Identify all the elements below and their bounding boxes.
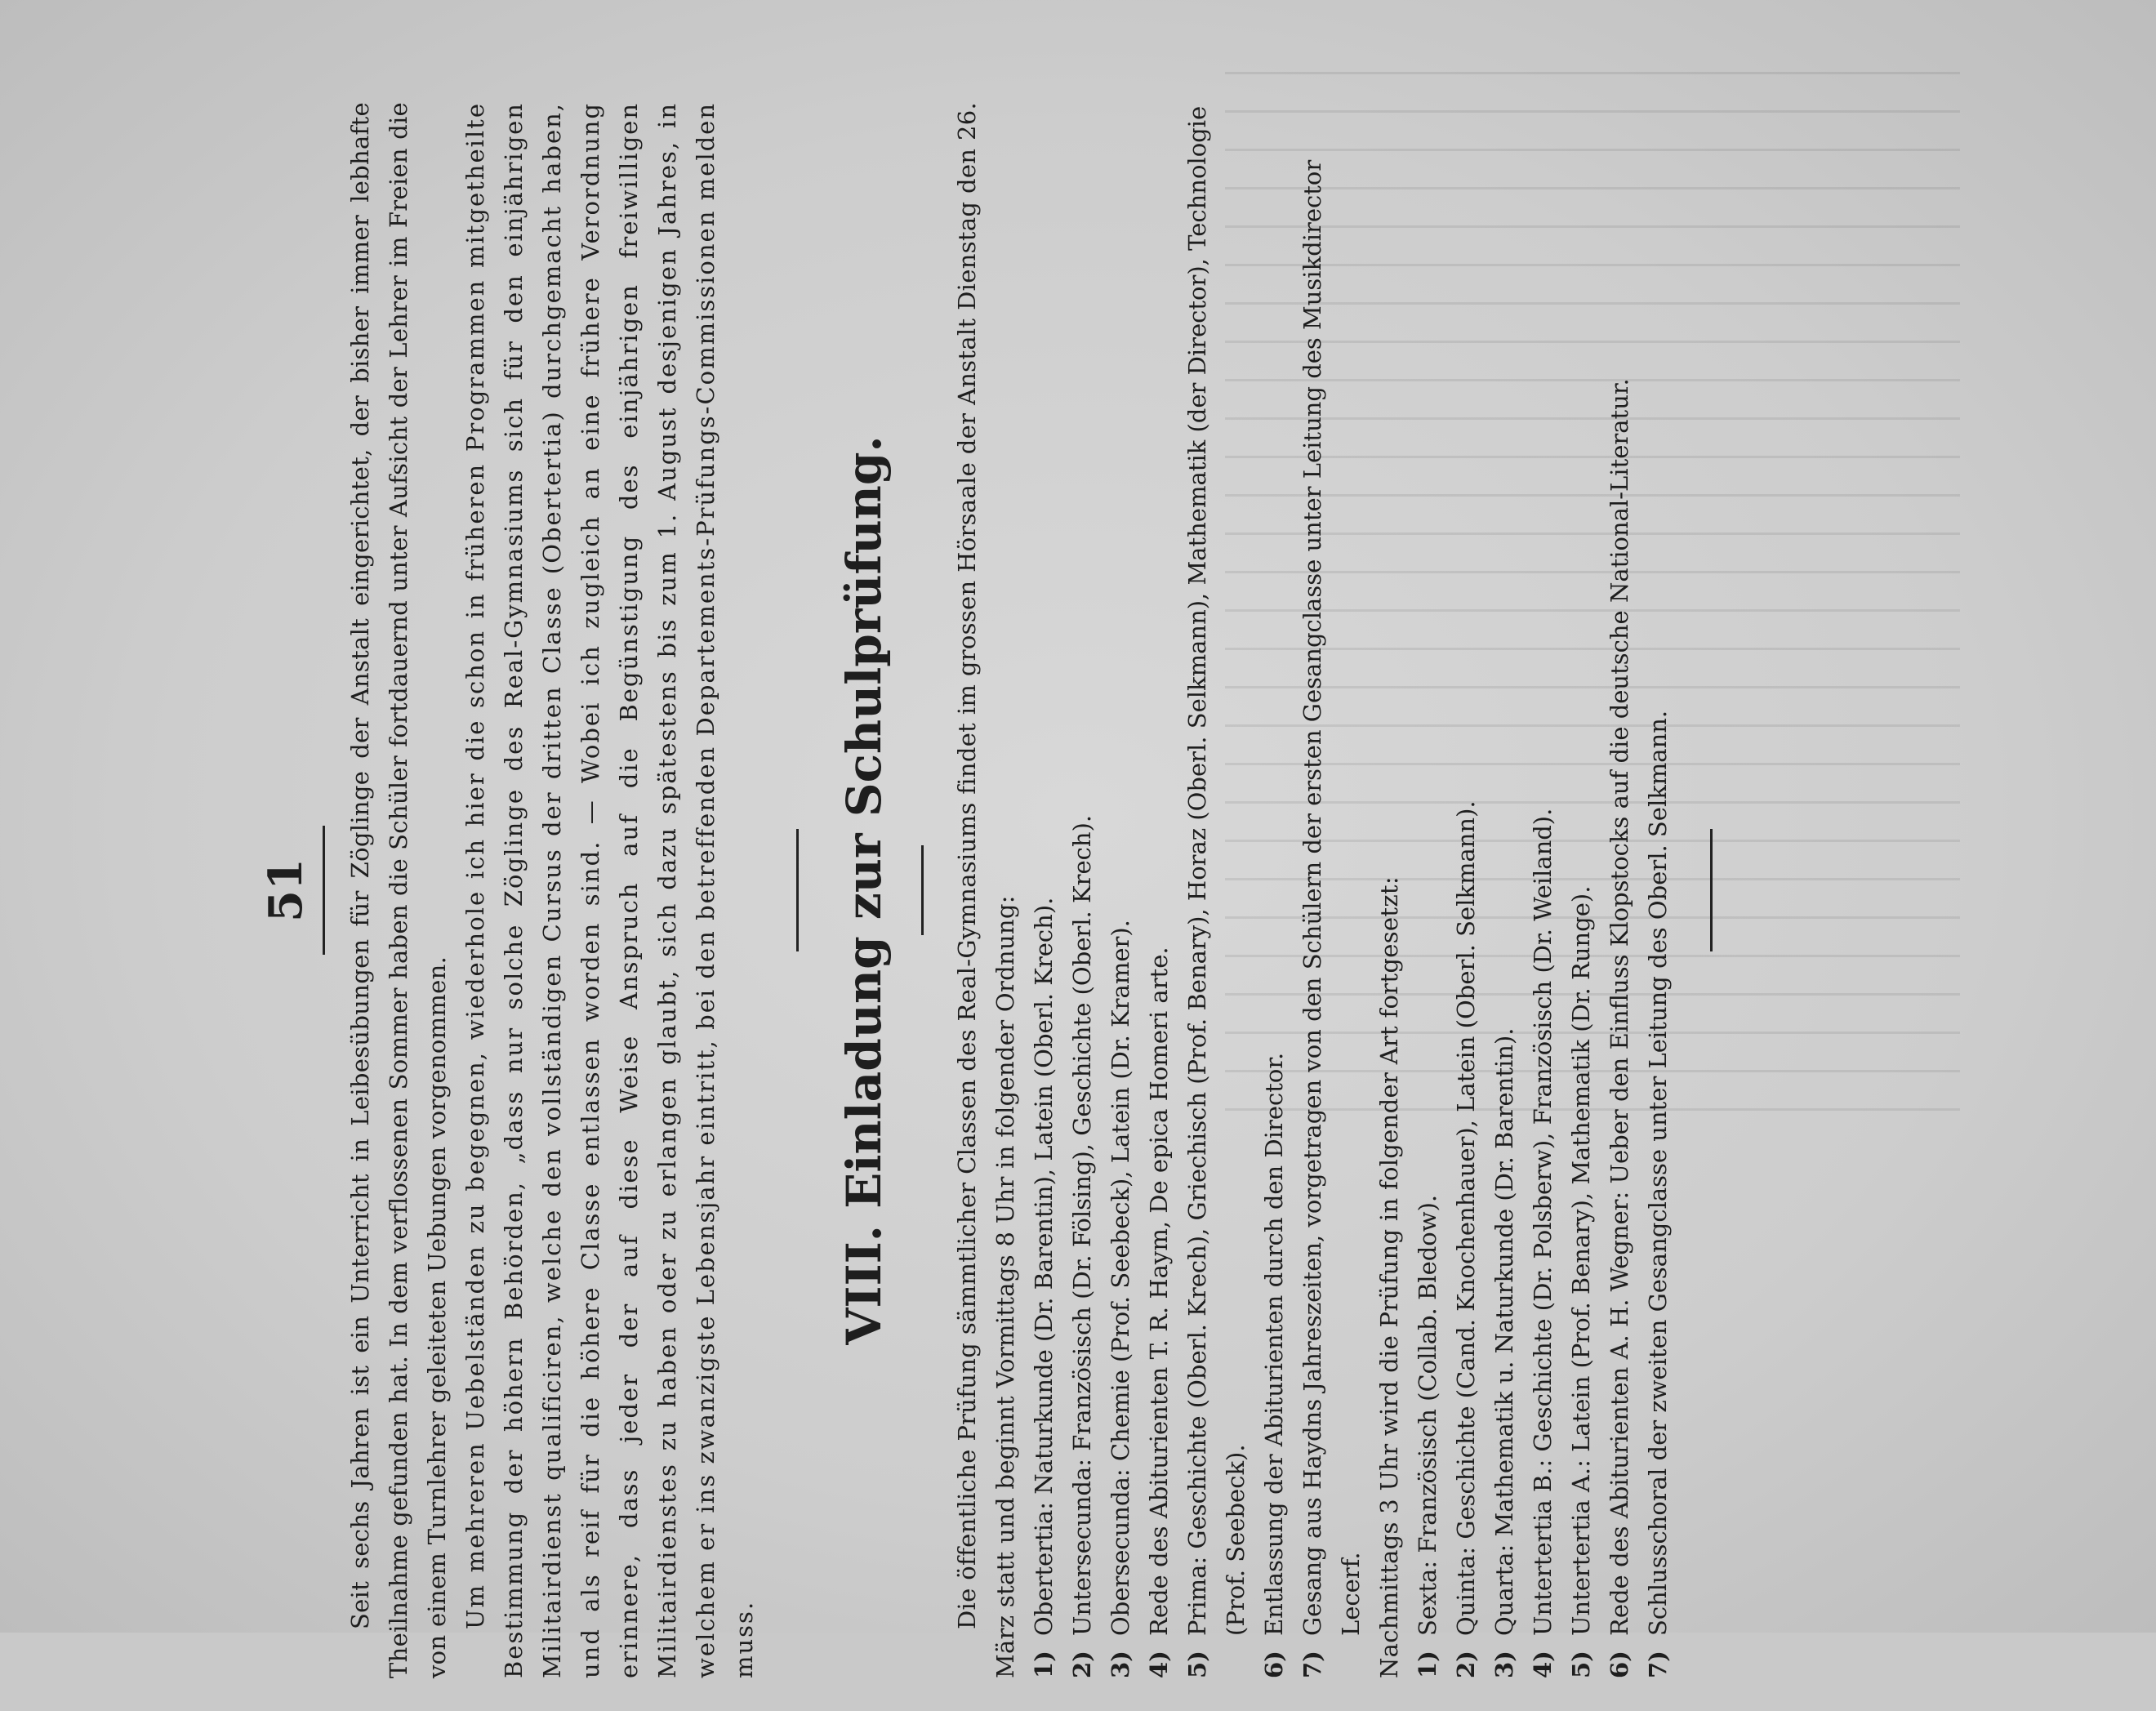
list-item: 1)Obertertia: Naturkunde (Dr. Barentin), Latein (Oberl. Krech).: [1030, 897, 1058, 1678]
list-item: 4)Rede des Abiturienten T. R. Haym, De epica Homeri arte.: [1145, 947, 1173, 1678]
paragraph-exam-announcement: Die öffentliche Prüfung sämmtlicher Classen des Real-Gymnasiums findet im grossen Hörsaale der Anstalt Dienstag den 26. März statt und beginnt Vormittags 8 Uhr in folgender Ordnung:: [953, 102, 1019, 1678]
rotated-text-block: [249, 69, 1997, 1711]
end-divider: [1710, 829, 1713, 951]
list-item: 2)Quinta: Geschichte (Cand. Knochenhauer), Latein (Oberl. Selkmann).: [1452, 800, 1480, 1678]
page-content: [249, 69, 1713, 1711]
list-item: 7)Gesang aus Haydns Jahreszeiten, vorgetragen von den Schülern der ersten Gesangclasse unter Leitung des Musikdirector Lecerf.: [1298, 159, 1365, 1678]
afternoon-schedule: [1409, 102, 1677, 1678]
list-item: 2)Untersecunda: Französisch (Dr. Fölsing), Geschichte (Oberl. Krech).: [1068, 814, 1096, 1678]
section-divider: [796, 829, 799, 951]
list-item: 5)Untertertia A.: Latein (Prof. Benary), Mathematik (Dr. Runge).: [1567, 885, 1595, 1678]
morning-schedule: [1025, 102, 1370, 1678]
paragraph-military-service: Um mehreren Uebelständen zu begegnen, wiederhole ich hier die schon in früheren Programmen mitgetheilte Bestimmung der höhern Behörden, „dass nur solche Zöglinge des Real-Gymnasiums sich für den einjährigen Militairdienst qualificiren, welche den vollständigen Cursus der dritten Classe (Obertertia) durchgemacht haben, und als reif für die höhere Classe entlassen worden sind. — Wobei ich zugleich an eine frühere Verordnung erinnere, dass jeder der auf diese Weise Anspruch auf die Begünstigung des einjährigen freiwilligen Militairdienstes zu haben oder zu erlangen glaubt, sich dazu spätestens bis zum 1. August desjenigen Jahres, in welchem er ins zwanzigste Lebensjahr eintritt, bei den betreffenden Departements-Prüfungs-Commissionen melden muss.: [461, 102, 758, 1678]
list-item: 7)Schlusschoral der zweiten Gesangclasse unter Leitung des Oberl. Selkmann.: [1644, 710, 1672, 1678]
afternoon-intro: Nachmittags 3 Uhr wird die Prüfung in folgender Art fortgesetzt:: [1375, 876, 1403, 1678]
list-item: 6)Rede des Abiturienten A. H. Wegner: Ueber den Einfluss Klopstocks auf die deutsche National-Literatur.: [1606, 378, 1633, 1678]
page-header: [257, 102, 325, 1678]
list-item: 3)Obersecunda: Chemie (Prof. Seebeck), Latein (Dr. Kramer).: [1107, 920, 1134, 1678]
list-item: 6)Entlassung der Abiturienten durch den Director.: [1260, 1052, 1288, 1678]
title-underline: [921, 845, 924, 935]
list-item: 4)Untertertia B.: Geschichte (Dr. Polsberw), Französisch (Dr. Weiland).: [1529, 808, 1557, 1678]
list-item: 1)Sexta: Französisch (Collab. Bledow).: [1414, 1194, 1441, 1678]
paragraph-gymnastics: Seit sechs Jahren ist ein Unterricht in Leibesübungen für Zöglinge der Anstalt eingerichtet, der bisher immer lebhafte Theilnahme gefunden hat. In dem verflossenen Sommer haben die Schüler fortdauernd unter Aufsicht der Lehrer im Freien die von einem Turnlehrer geleiteten Uebungen vorgenommen.: [346, 102, 451, 1678]
section-title: VIII. Einladung zur Schulprüfung.: [836, 435, 892, 1345]
list-item: 5)Prima: Geschichte (Oberl. Krech), Griechisch (Prof. Benary), Horaz (Oberl. Selkmann), Mathematik (der Director), Technologie (Prof. Seebeck).: [1183, 105, 1250, 1678]
list-item: 3)Quarta: Mathematik u. Naturkunde (Dr. Barentin).: [1490, 1027, 1518, 1678]
page-number: 51: [257, 826, 325, 955]
